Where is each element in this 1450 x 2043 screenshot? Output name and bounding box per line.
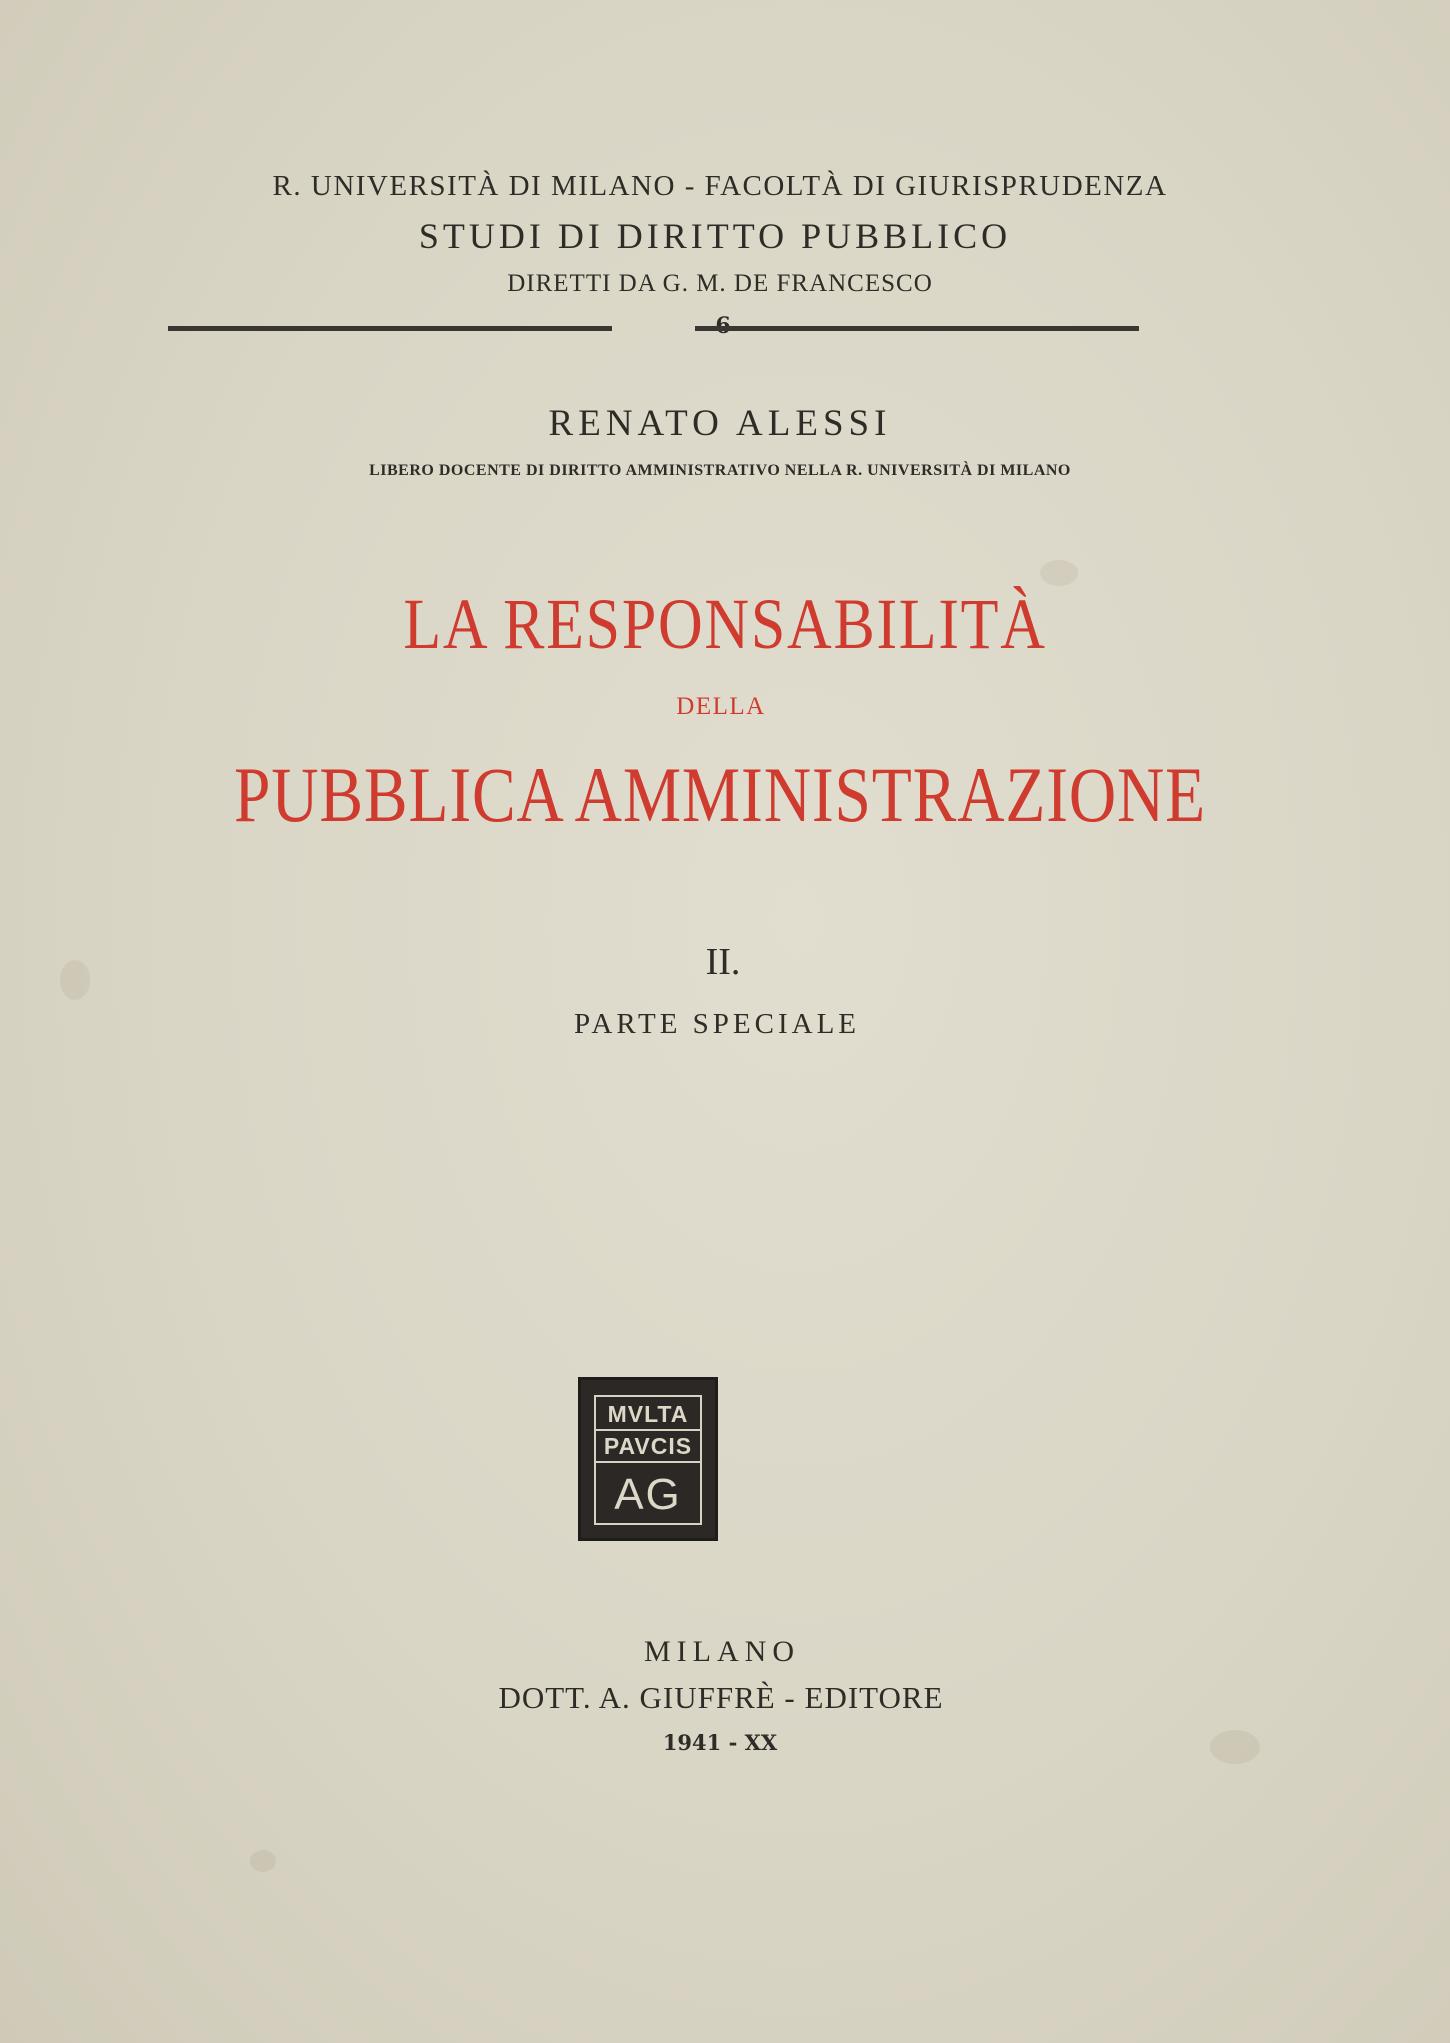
imprint-publisher: DOTT. A. GIUFFRÈ - EDITORE	[498, 1680, 944, 1715]
institution-line: R. UNIVERSITÀ DI MILANO - FACOLTÀ DI GIURISPRUDENZA	[272, 170, 1168, 202]
logo-text-line: PAVCIS	[596, 1431, 700, 1463]
publisher-logo	[578, 1377, 718, 1541]
part-number: II.	[705, 941, 741, 983]
series-title: STUDI DI DIRITTO PUBBLICO	[418, 216, 1012, 256]
author-affiliation: LIBERO DOCENTE DI DIRITTO AMMINISTRATIVO NELLA R. UNIVERSITÀ DI MILANO	[369, 462, 1071, 479]
publisher-logo-frame	[594, 1395, 702, 1525]
divider-rule-right	[695, 326, 1139, 331]
title-connector: DELLA	[676, 693, 766, 720]
logo-text-line: MVLTA	[596, 1399, 700, 1431]
title-line-1: LA RESPONSABILITÀ	[403, 584, 1047, 664]
paper-stain	[250, 1850, 276, 1872]
series-editors: DIRETTI DA G. M. DE FRANCESCO	[507, 270, 933, 297]
part-name: PARTE SPECIALE	[573, 1008, 861, 1040]
imprint-city: MILANO	[644, 1635, 800, 1668]
title-line-2: PUBBLICA AMMINISTRAZIONE	[233, 751, 1207, 838]
imprint-year: 1941 - XX	[662, 1730, 778, 1755]
logo-monogram: AG	[614, 1470, 682, 1519]
author-name: RENATO ALESSI	[548, 403, 892, 444]
